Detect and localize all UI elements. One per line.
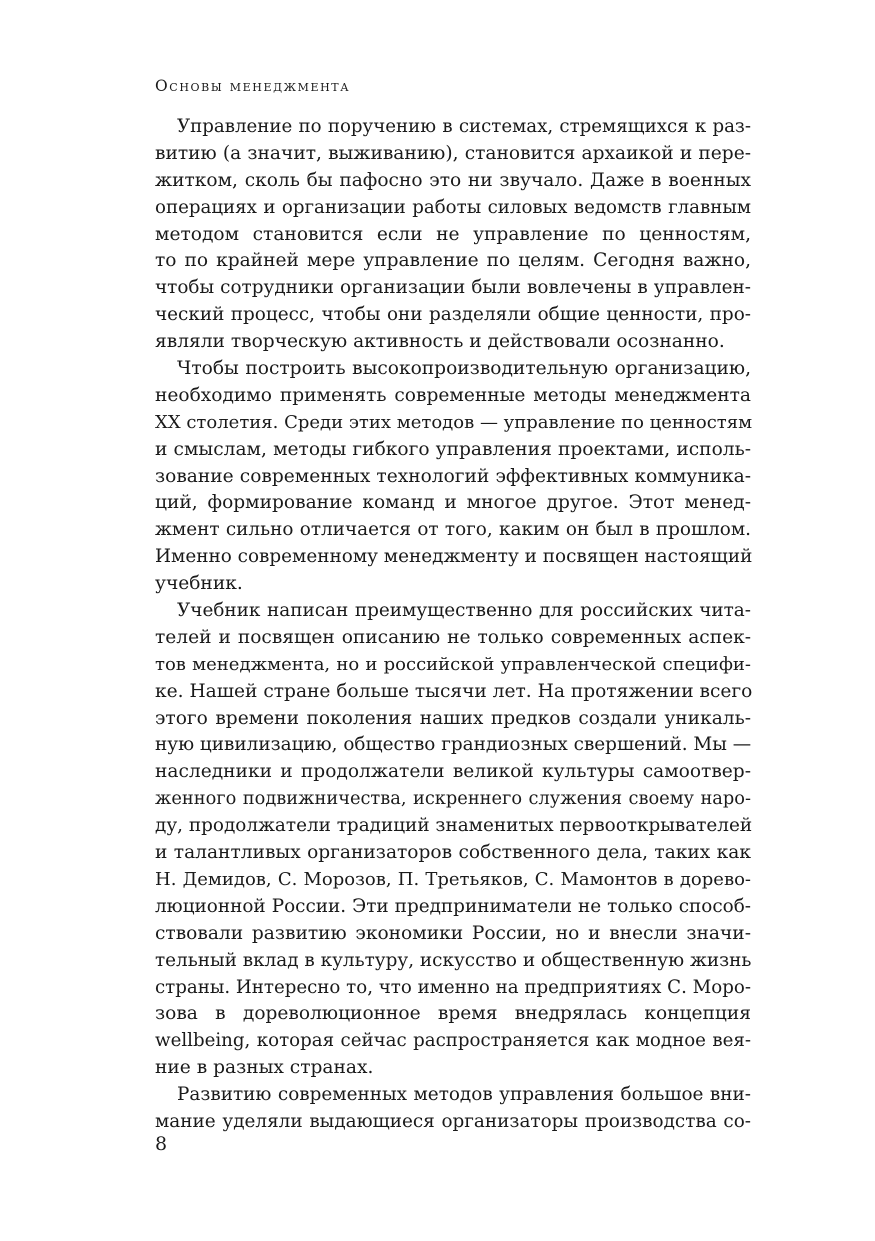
text-line: этого времени поколения наших предков создали уникаль- (155, 707, 751, 729)
text-line: и смыслам, методы гибкого управления проектами, исполь- (155, 438, 751, 460)
text-line: необходимо применять современные методы менеджмента (155, 384, 751, 406)
text-line: телей и посвящен описанию не только современных аспек- (155, 626, 751, 648)
text-line: XX столетия. Среди этих методов — управление по ценностям (155, 411, 753, 433)
text-line: ную цивилизацию, общество грандиозных свершений. Мы — (155, 734, 752, 756)
text-line: и талантливых организаторов собственного дела, таких как (155, 842, 751, 864)
text-line: Учебник написан преимущественно для российских чита- (177, 600, 751, 622)
text-line: житком, сколь бы пафосно это ни звучало. Даже в военных (155, 169, 751, 191)
text-line: методом становится если не управление по ценностям, (155, 223, 751, 245)
text-line: Управление по поручению в системах, стремящихся к раз- (177, 116, 751, 137)
text-line: ние в разных странах. (155, 1057, 374, 1079)
text-line: женного подвижничества, искреннего служения своему наро- (155, 788, 751, 810)
text-line: Именно современному менеджменту и посвящен настоящий (155, 546, 753, 568)
text-line: ций, формирование команд и многое другое. Этот менед- (155, 492, 751, 514)
text-line: операциях и организации работы силовых ведомств главным (155, 196, 751, 218)
text-line: являли творческую активность и действовали осознанно. (155, 331, 725, 353)
text-line: учебник. (155, 573, 243, 595)
text-line: жмент сильно отличается от того, каким он был в прошлом. (155, 519, 751, 541)
text-line: зова в дореволюционное время внедрялась концепция (155, 1003, 751, 1025)
running-header: Основы менеджмента (155, 77, 351, 95)
text-line: ке. Нашей стране больше тысячи лет. На протяжении всего (155, 680, 753, 702)
text-line: Н. Демидов, С. Морозов, П. Третьяков, С. Мамонтов в дорево- (155, 868, 751, 890)
text-line: Чтобы построить высокопроизводительную организацию, (177, 358, 751, 380)
page-number: 8 (155, 1133, 168, 1155)
text-line: мание уделяли выдающиеся организаторы производства со- (155, 1110, 751, 1132)
text-line: страны. Интересно то, что именно на предприятиях С. Моро- (155, 976, 751, 998)
text-line: чтобы сотрудники организации были вовлечены в управлен- (155, 277, 751, 299)
body-text (155, 114, 751, 1136)
text-line: наследники и продолжатели великой культуры самоотвер- (155, 761, 751, 783)
text-line: wellbeing, которая сейчас распространяется как модное вея- (155, 1030, 751, 1052)
text-line: витию (а значит, выживанию), становится архаикой и пере- (155, 142, 751, 164)
text-line: ствовали развитию экономики России, но и внесли значи- (155, 922, 751, 944)
text-line: тельный вклад в культуру, искусство и общественную жизнь (155, 949, 752, 971)
text-line: тов менеджмента, но и российской управленческой специфи- (155, 653, 751, 675)
text-line: ду, продолжатели традиций знаменитых первооткрывателей (155, 815, 753, 837)
text-line: то по крайней мере управление по целям. Сегодня важно, (155, 250, 751, 272)
text-line: ческий процесс, чтобы они разделяли общие ценности, про- (155, 304, 751, 326)
text-line: Развитию современных методов управления большое вни- (177, 1084, 751, 1106)
text-line: зование современных технологий эффективных коммуника- (155, 465, 751, 487)
text-line: люционной России. Эти предприниматели не только способ- (155, 895, 751, 917)
